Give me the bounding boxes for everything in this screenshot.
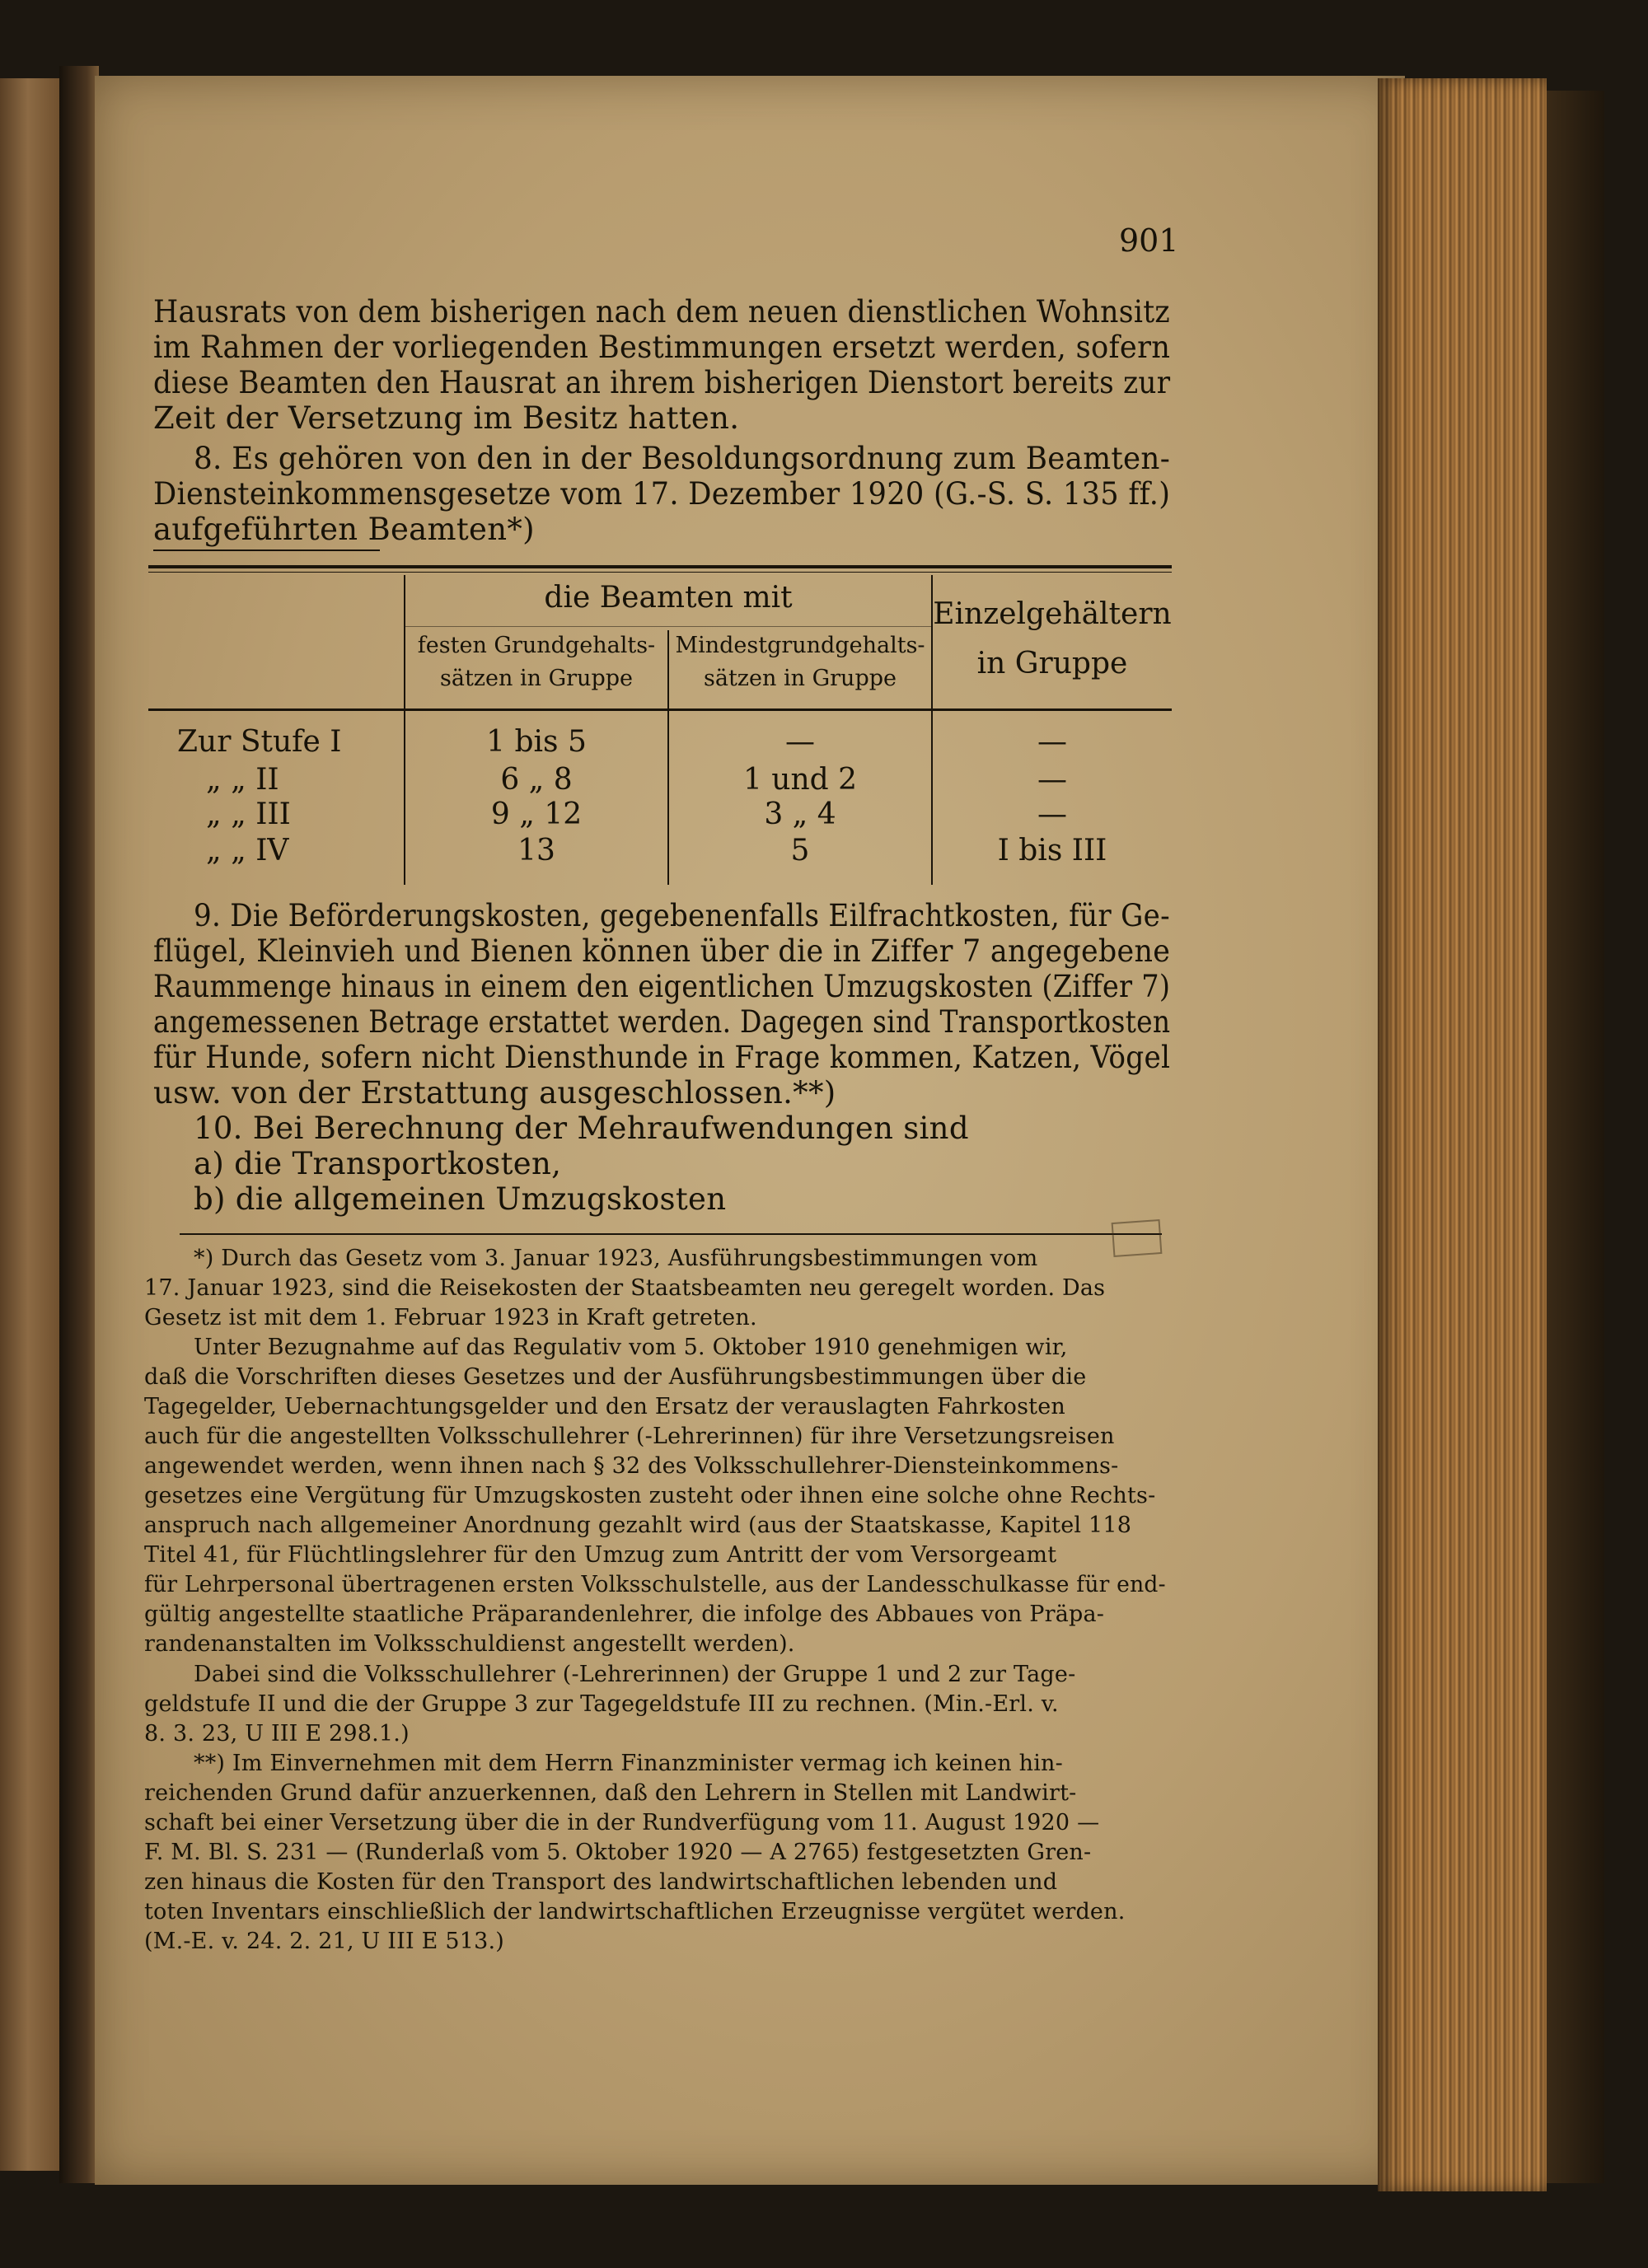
footnote-line: anspruch nach allgemeiner Anordnung gezahlt wird (aus der Staatskasse, Kapitel 118 bbox=[144, 1513, 1132, 1538]
footnote-line: **) Im Einvernehmen mit dem Herrn Finanzminister vermag ich keinen hin- bbox=[194, 1751, 1063, 1776]
table-col3-header: in Gruppe bbox=[976, 647, 1128, 680]
table-col1-header: sätzen in Gruppe bbox=[440, 666, 633, 691]
footnote-line: Titel 41, für Flüchtlingslehrer für den Umzug zum Antritt der vom Versorgeamt bbox=[144, 1542, 1057, 1568]
footnote-line: Unter Bezugnahme auf das Regulativ vom 5. Oktober 1910 genehmigen wir, bbox=[194, 1335, 1068, 1360]
table-row-label: „ „ IV bbox=[206, 834, 289, 867]
table-cell: 6 „ 8 bbox=[500, 763, 573, 797]
body-line: Zeit der Versetzung im Besitz hatten. bbox=[153, 400, 740, 436]
footnote-line: Tagegelder, Uebernachtungsgelder und den Ersatz der verauslagten Fahrkosten bbox=[144, 1394, 1065, 1419]
footnote-line: 8. 3. 23, U III E 298.1.) bbox=[144, 1721, 410, 1747]
footnote-line: geldstufe II und die der Gruppe 3 zur Tagegeldstufe III zu rechnen. (Min.-Erl. v. bbox=[144, 1691, 1059, 1717]
footnote-line: toten Inventars einschließlich der landwirtschaftlichen Erzeugnisse vergütet werden. bbox=[144, 1899, 1126, 1924]
table-cell: I bis III bbox=[997, 834, 1107, 867]
footnote-line: zen hinaus die Kosten für den Transport des landwirtschaftlichen lebenden und bbox=[144, 1869, 1058, 1895]
footnote-line: auch für die angestellten Volksschullehrer (-Lehrerinnen) für ihre Versetzungsreisen bbox=[144, 1424, 1115, 1449]
footnote-rule bbox=[180, 1233, 1162, 1235]
body-line: 10. Bei Berechnung der Mehraufwendungen sind bbox=[194, 1111, 969, 1146]
table-cell: 13 bbox=[517, 834, 555, 867]
table-cell: — bbox=[1037, 797, 1067, 831]
table-top-rule bbox=[148, 565, 1172, 568]
footnote-line: randenanstalten im Volksschuldienst angestellt werden). bbox=[144, 1631, 795, 1657]
body-line: im Rahmen der vorliegenden Bestimmungen ersetzt werden, sofern bbox=[153, 330, 1171, 365]
table-cell: 1 bis 5 bbox=[486, 725, 587, 759]
table-col2-header: Mindestgrundgehalts- bbox=[675, 633, 925, 658]
book-gutter bbox=[59, 66, 99, 2183]
footnote-line: (M.-E. v. 24. 2. 21, U III E 513.) bbox=[144, 1929, 505, 1954]
body-line: Diensteinkommensgesetze vom 17. Dezember 1920 (G.-S. S. 135 ff.) bbox=[153, 476, 1171, 512]
table-cell: 5 bbox=[790, 834, 810, 867]
table-group-header: die Beamten mit bbox=[544, 581, 793, 615]
footnote-line: Dabei sind die Volksschullehrer (-Lehrerinnen) der Gruppe 1 und 2 zur Tage- bbox=[194, 1662, 1076, 1687]
table-cell: 9 „ 12 bbox=[490, 797, 583, 831]
footnote-line: *) Durch das Gesetz vom 3. Januar 1923, Ausführungsbestimmungen vom bbox=[194, 1246, 1038, 1271]
book-cover-edge bbox=[1547, 91, 1604, 2183]
body-line: 9. Die Beförderungskosten, gegebenenfalls Eilfrachtkosten, für Ge- bbox=[194, 898, 1170, 933]
footnote-line: gesetzes eine Vergütung für Umzugskosten zusteht oder ihnen eine solche ohne Rechts- bbox=[144, 1483, 1156, 1508]
table-row-label: „ „ II bbox=[206, 763, 279, 797]
table-header-rule bbox=[148, 708, 1172, 711]
body-line: für Hunde, sofern nicht Diensthunde in Frage kommen, Katzen, Vögel bbox=[153, 1040, 1171, 1075]
table-cell: 3 „ 4 bbox=[764, 797, 836, 831]
body-line: diese Beamten den Hausrat an ihrem bisherigen Dienstort bereits zur bbox=[153, 365, 1171, 400]
table-cell: — bbox=[1037, 763, 1067, 797]
body-line: aufgeführten Beamten*) bbox=[153, 512, 535, 547]
table-top-rule-thin bbox=[148, 572, 1172, 573]
body-line: Hausrats von dem bisherigen nach dem neuen dienstlichen Wohnsitz bbox=[153, 294, 1170, 330]
footnote-line: schaft bei einer Versetzung über die in der Rundverfügung vom 11. August 1920 — bbox=[144, 1810, 1100, 1835]
body-line: angemessenen Betrage erstattet werden. Dagegen sind Transportkosten bbox=[153, 1004, 1171, 1040]
table-cell: 1 und 2 bbox=[742, 763, 858, 797]
table-row-label: „ „ III bbox=[206, 797, 291, 831]
page-edges bbox=[1378, 78, 1547, 2191]
body-line: usw. von der Erstattung ausgeschlossen.**) bbox=[153, 1075, 836, 1111]
body-line: 8. Es gehören von den in der Besoldungsordnung zum Beamten- bbox=[194, 441, 1171, 476]
table-col1-header: festen Grundgehalts- bbox=[417, 633, 656, 658]
table-cell: — bbox=[1037, 725, 1067, 759]
table-subheader-rule bbox=[405, 626, 931, 627]
table-cell: — bbox=[785, 725, 815, 759]
footnote-line: gültig angestellte staatliche Präparandenlehrer, die infolge des Abbaues von Präpa- bbox=[144, 1602, 1105, 1627]
footnote-line: F. M. Bl. S. 231 — (Runderlaß vom 5. Oktober 1920 — A 2765) festgesetzten Gren- bbox=[144, 1840, 1092, 1865]
footnote-line: 17. Januar 1923, sind die Reisekosten der Staatsbeamten neu geregelt worden. Das bbox=[144, 1275, 1106, 1301]
footnote-line: daß die Vorschriften dieses Gesetzes und der Ausführungsbestimmungen über die bbox=[144, 1364, 1087, 1390]
table-col3-header: Einzelgehältern bbox=[933, 597, 1172, 631]
library-stamp bbox=[1112, 1219, 1163, 1257]
footnote-line: angewendet werden, wenn ihnen nach § 32 des Volksschullehrer-Diensteinkommens- bbox=[144, 1453, 1119, 1479]
left-page-edge bbox=[0, 78, 62, 2171]
body-line: Raummenge hinaus in einem den eigentlichen Umzugskosten (Ziffer 7) bbox=[153, 969, 1171, 1004]
body-line: flügel, Kleinvieh und Bienen können über die in Ziffer 7 angegebene bbox=[153, 933, 1171, 969]
footnote-line: Gesetz ist mit dem 1. Februar 1923 in Kraft getreten. bbox=[144, 1305, 757, 1330]
page-number: 901 bbox=[1119, 222, 1179, 259]
footnote-line: für Lehrpersonal übertragenen ersten Volksschulstelle, aus der Landesschulkasse für end- bbox=[144, 1572, 1166, 1597]
body-line: a) die Transportkosten, bbox=[194, 1146, 562, 1181]
underline-rule bbox=[153, 549, 380, 551]
body-line: b) die allgemeinen Umzugskosten bbox=[194, 1181, 727, 1217]
table-col2-header: sätzen in Gruppe bbox=[704, 666, 897, 691]
footnote-line: reichenden Grund dafür anzuerkennen, daß den Lehrern in Stellen mit Landwirt- bbox=[144, 1780, 1077, 1806]
table-row-label: Zur Stufe I bbox=[177, 725, 342, 759]
